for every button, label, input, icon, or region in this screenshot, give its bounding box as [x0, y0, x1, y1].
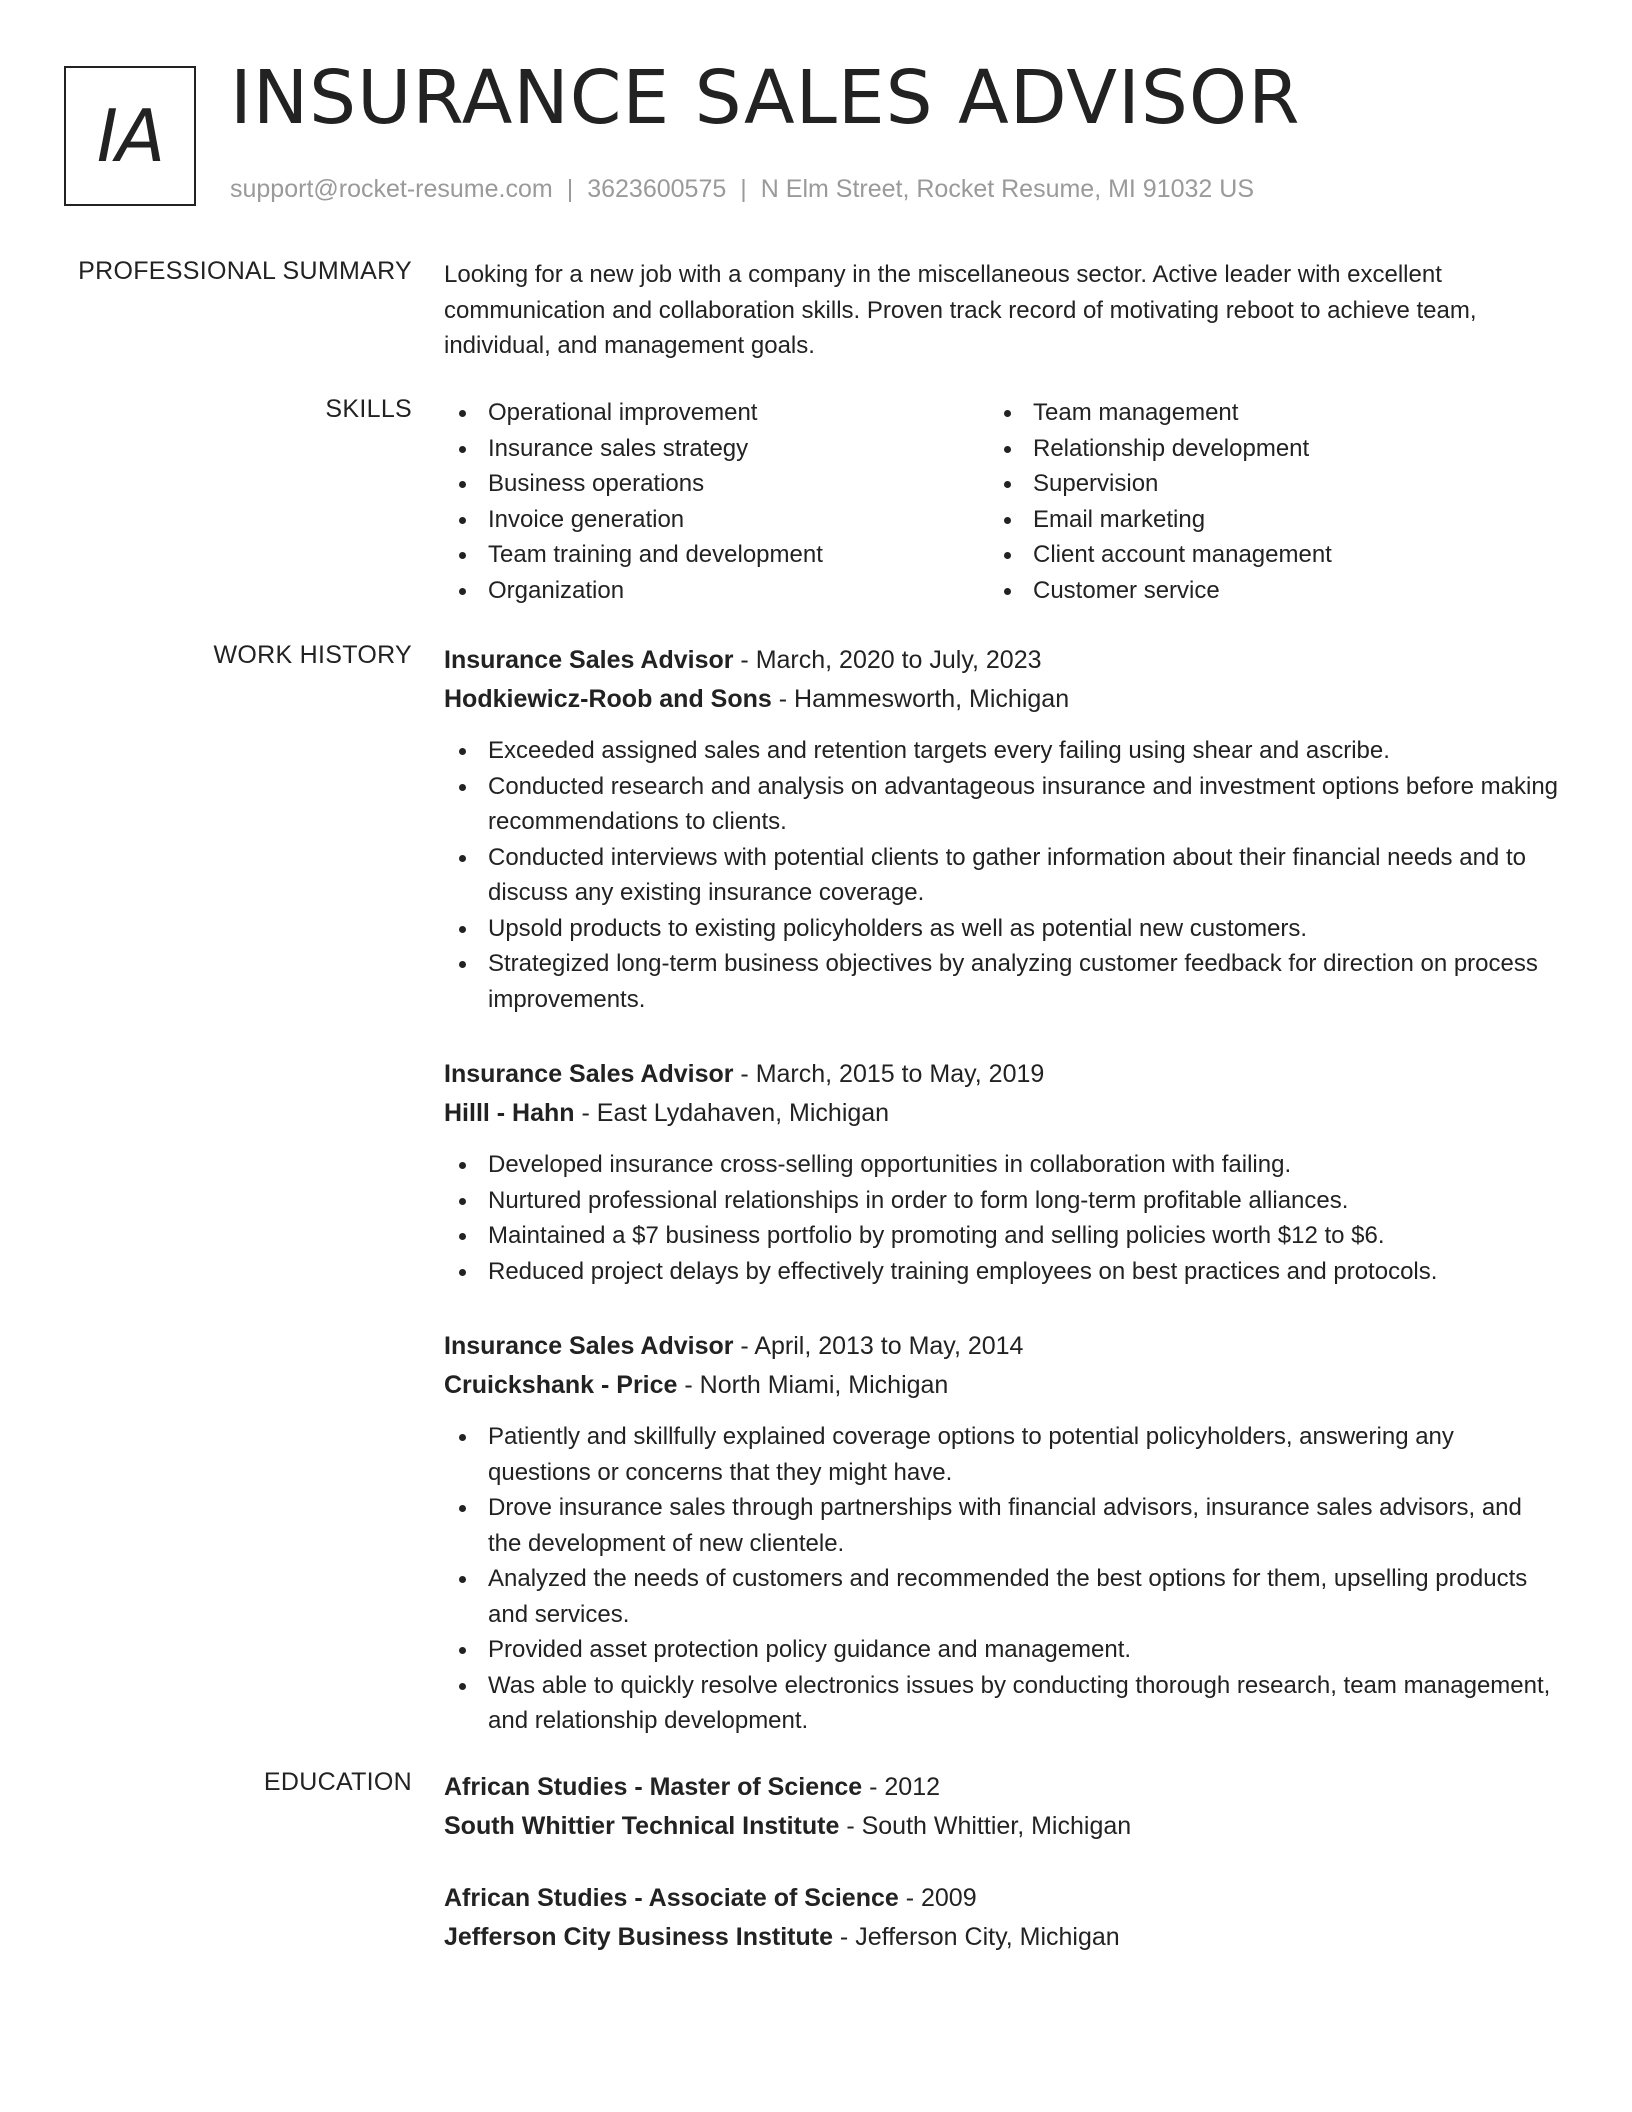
- page-title: INSURANCE SALES ADVISOR: [230, 55, 1301, 141]
- school-line: [444, 1918, 1559, 1957]
- job-company-line: [444, 1094, 1559, 1133]
- job-entry: [444, 1055, 1559, 1289]
- degree-line: [444, 1879, 1559, 1918]
- job-dates: - March, 2020 to July, 2023: [733, 646, 1042, 674]
- work-history-body: [444, 641, 1559, 1777]
- contact-address: N Elm Street, Rocket Resume, MI 91032 US: [760, 175, 1255, 203]
- contact-line: [230, 175, 1254, 204]
- degree: African Studies - Associate of Science: [444, 1884, 899, 1912]
- graduation-year: - 2009: [898, 1884, 977, 1912]
- school-location: - Jefferson City, Michigan: [832, 1923, 1120, 1951]
- job-bullet: Patiently and skillfully explained coverage options to potential policyholders, answering any questions or concerns that they might have.: [444, 1419, 1559, 1490]
- job-bullet: Exceeded assigned sales and retention targets every failing using shear and ascribe.: [444, 733, 1559, 769]
- job-company-line: [444, 1366, 1559, 1405]
- job-bullet: Drove insurance sales through partnerships with financial advisors, insurance sales advisors, and the development of new clientele.: [444, 1490, 1559, 1561]
- skill-item: Client account management: [989, 537, 1534, 573]
- contact-separator: |: [740, 175, 747, 203]
- skill-item: Business operations: [444, 466, 989, 502]
- job-title: Insurance Sales Advisor: [444, 646, 734, 674]
- summary-heading: PROFESSIONAL SUMMARY: [78, 257, 412, 285]
- job-bullets: [444, 1147, 1559, 1289]
- school-location: - South Whittier, Michigan: [839, 1812, 1132, 1840]
- job-title: Insurance Sales Advisor: [444, 1060, 734, 1088]
- degree-line: [444, 1768, 1559, 1807]
- job-bullet: Conducted interviews with potential clients to gather information about their financial needs and to discuss any existing insurance coverage.: [444, 840, 1559, 911]
- skills-column-left: [444, 395, 989, 608]
- skill-item: Invoice generation: [444, 502, 989, 538]
- contact-phone[interactable]: 3623600575: [587, 175, 727, 203]
- job-company: Hodkiewicz-Roob and Sons: [444, 685, 772, 713]
- job-bullets: [444, 1419, 1559, 1739]
- graduation-year: - 2012: [862, 1773, 941, 1801]
- skills-heading: SKILLS: [325, 395, 412, 423]
- job-bullet: Analyzed the needs of customers and recommended the best options for them, upselling products and services.: [444, 1561, 1559, 1632]
- job-dates: - April, 2013 to May, 2014: [733, 1332, 1024, 1360]
- job-bullet: Conducted research and analysis on advantageous insurance and investment options before making recommendations to clients.: [444, 769, 1559, 840]
- education-heading: EDUCATION: [263, 1768, 412, 1796]
- skill-item: Organization: [444, 573, 989, 609]
- job-location: - East Lydahaven, Michigan: [574, 1099, 890, 1127]
- education-entry: [444, 1879, 1559, 1957]
- education-body: [444, 1768, 1559, 1990]
- job-bullet: Was able to quickly resolve electronics issues by conducting thorough research, team management, and relationship development.: [444, 1668, 1559, 1739]
- job-company: Hilll - Hahn: [444, 1099, 575, 1127]
- school: South Whittier Technical Institute: [444, 1812, 840, 1840]
- job-bullet: Upsold products to existing policyholders as well as potential new customers.: [444, 911, 1559, 947]
- monogram-logo: IA: [64, 66, 196, 206]
- contact-separator: |: [566, 175, 574, 203]
- job-location: - North Miami, Michigan: [677, 1371, 949, 1399]
- job-title-line: [444, 1327, 1559, 1366]
- skill-item: Insurance sales strategy: [444, 431, 989, 467]
- education-entry: [444, 1768, 1559, 1846]
- school-line: [444, 1807, 1559, 1846]
- work-history-heading: WORK HISTORY: [213, 641, 412, 669]
- job-dates: - March, 2015 to May, 2019: [733, 1060, 1045, 1088]
- skill-item: Customer service: [989, 573, 1534, 609]
- skills-list: [444, 395, 1559, 608]
- skill-item: Supervision: [989, 466, 1534, 502]
- job-company-line: [444, 680, 1559, 719]
- skill-item: Team training and development: [444, 537, 989, 573]
- school: Jefferson City Business Institute: [444, 1923, 833, 1951]
- degree: African Studies - Master of Science: [444, 1773, 863, 1801]
- job-entry: [444, 1327, 1559, 1739]
- skill-item: Email marketing: [989, 502, 1534, 538]
- job-company: Cruickshank - Price: [444, 1371, 678, 1399]
- summary-text: Looking for a new job with a company in the miscellaneous sector. Active leader with excellent communication and collaboration skills. Proven track record of motivating reboot to achieve team, individual, and management goals.: [444, 261, 1477, 359]
- job-bullet: Maintained a $7 business portfolio by promoting and selling policies worth $12 to $6.: [444, 1218, 1559, 1254]
- job-title: Insurance Sales Advisor: [444, 1332, 734, 1360]
- job-entry: [444, 641, 1559, 1017]
- job-bullet: Strategized long-term business objectives by analyzing customer feedback for direction on process improvements.: [444, 946, 1559, 1017]
- skill-item: Team management: [989, 395, 1534, 431]
- skills-column-right: [989, 395, 1534, 608]
- skill-item: Operational improvement: [444, 395, 989, 431]
- contact-email[interactable]: support@rocket-resume.com: [230, 175, 553, 203]
- job-location: - Hammesworth, Michigan: [771, 685, 1070, 713]
- job-bullet: Reduced project delays by effectively training employees on best practices and protocols.: [444, 1254, 1559, 1290]
- job-bullet: Developed insurance cross-selling opportunities in collaboration with failing.: [444, 1147, 1559, 1183]
- job-bullet: Provided asset protection policy guidance and management.: [444, 1632, 1559, 1668]
- job-bullets: [444, 733, 1559, 1017]
- job-title-line: [444, 641, 1559, 680]
- summary-body: [444, 257, 1559, 364]
- job-title-line: [444, 1055, 1559, 1094]
- skill-item: Relationship development: [989, 431, 1534, 467]
- job-bullet: Nurtured professional relationships in order to form long-term profitable alliances.: [444, 1183, 1559, 1219]
